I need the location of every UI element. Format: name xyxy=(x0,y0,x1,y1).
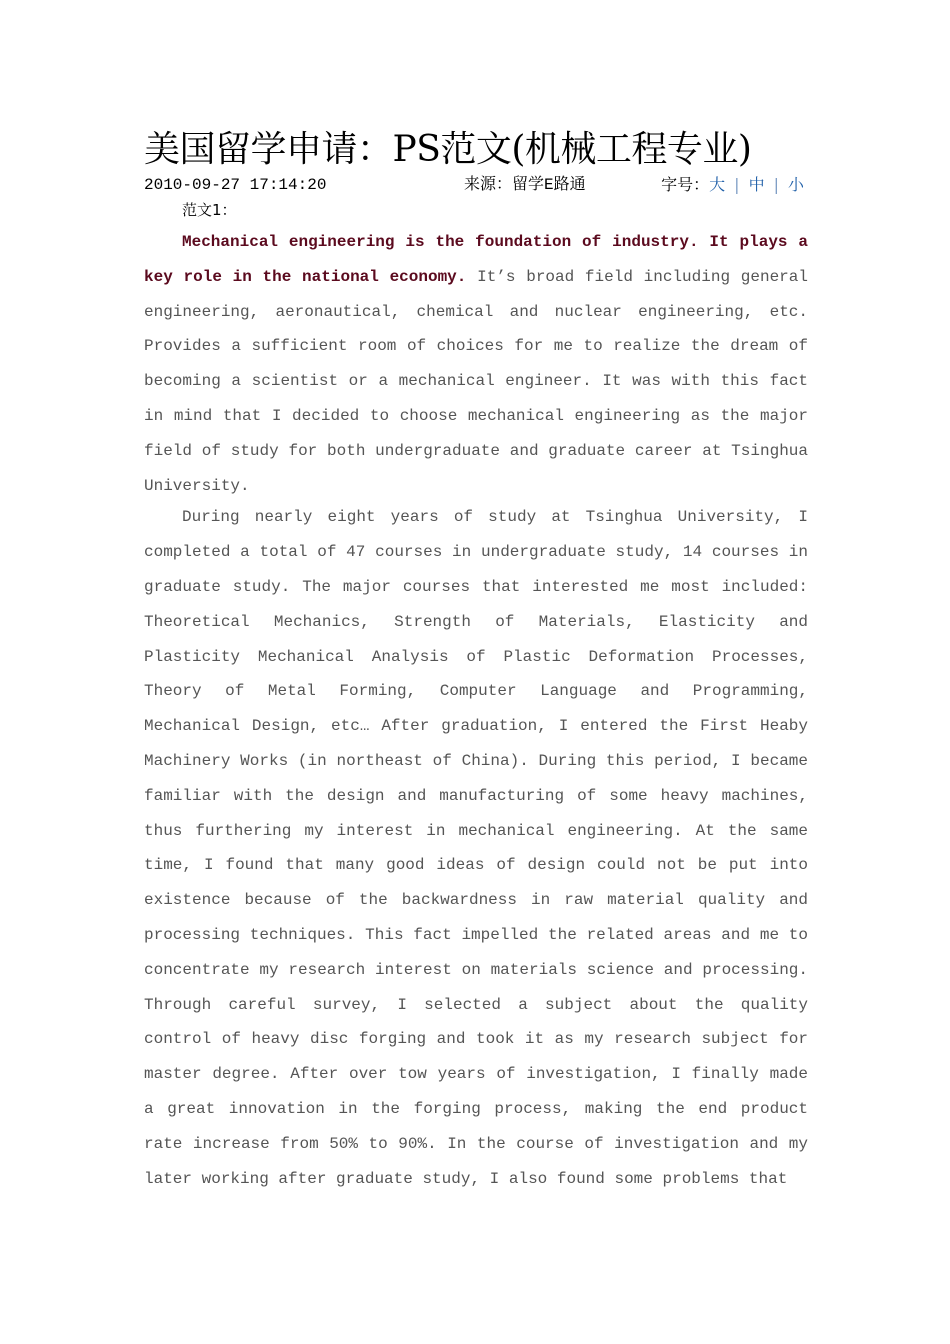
font-size-medium-link[interactable]: 中 xyxy=(748,175,765,194)
font-size-controls xyxy=(661,174,804,196)
font-size-small-link[interactable]: 小 xyxy=(787,175,804,194)
font-size-label: 字号： xyxy=(661,175,710,194)
source-label: 来源：留学E路通 xyxy=(463,176,586,194)
font-size-large-link[interactable]: 大 xyxy=(709,175,726,194)
page-title: 美国留学申请：PS范文(机械工程专业) xyxy=(144,129,752,170)
highlighted-sentence: Mechanical engineering is the foundation of industry. It plays a key role in the national economy. xyxy=(144,233,808,286)
sample-label: 范文1： xyxy=(182,201,237,219)
publish-date: 2010-09-27 17:14:20 xyxy=(144,176,327,194)
paragraph-1 xyxy=(144,225,808,503)
paragraph-1-text: It’s broad field including general engineering, aeronautical, chemical and nuclear engineering, etc. Provides a sufficient room of choices for me to realize the dream of becoming a scientist or a mechanical engineer. It was with this fact in mind that I decided to choose mechanical engineering as the major field of study for both undergraduate and graduate career at Tsinghua University. xyxy=(144,267,808,495)
article-meta xyxy=(144,174,804,196)
separator: | xyxy=(773,175,779,194)
separator: | xyxy=(734,175,740,194)
article xyxy=(144,126,808,1196)
paragraph-2: During nearly eight years of study at Tsinghua University, I completed a total of 47 courses in undergraduate study, 14 courses in graduate study. The major courses that interested me most included: Theoretical Mechanics, Strength of Materials, Elasticity and Plasticity Mechanical Analysis of Plastic Deformation Processes, Theory of Metal Forming, Computer Language and Programming, Mechanical Design, etc… After graduation, I entered the First Heaby Machinery Works (in northeast of China). During this period, I became familiar with the design and manufacturing of some heavy machines, thus furthering my interest in mechanical engineering. At the same time, I found that many good ideas of design could not be put into existence because of the backwardness in raw material quality and processing techniques. This fact impelled the related areas and me to concentrate my research interest on materials science and processing. Through careful survey, I selected a subject about the quality control of heavy disc forging and took it as my research subject for master degree. After over tow years of investigation, I finally made a great innovation in the forging process, making the end product rate increase from 50% to 90%. In the course of investigation and my later working after graduate study, I also found some problems that xyxy=(144,508,808,1188)
